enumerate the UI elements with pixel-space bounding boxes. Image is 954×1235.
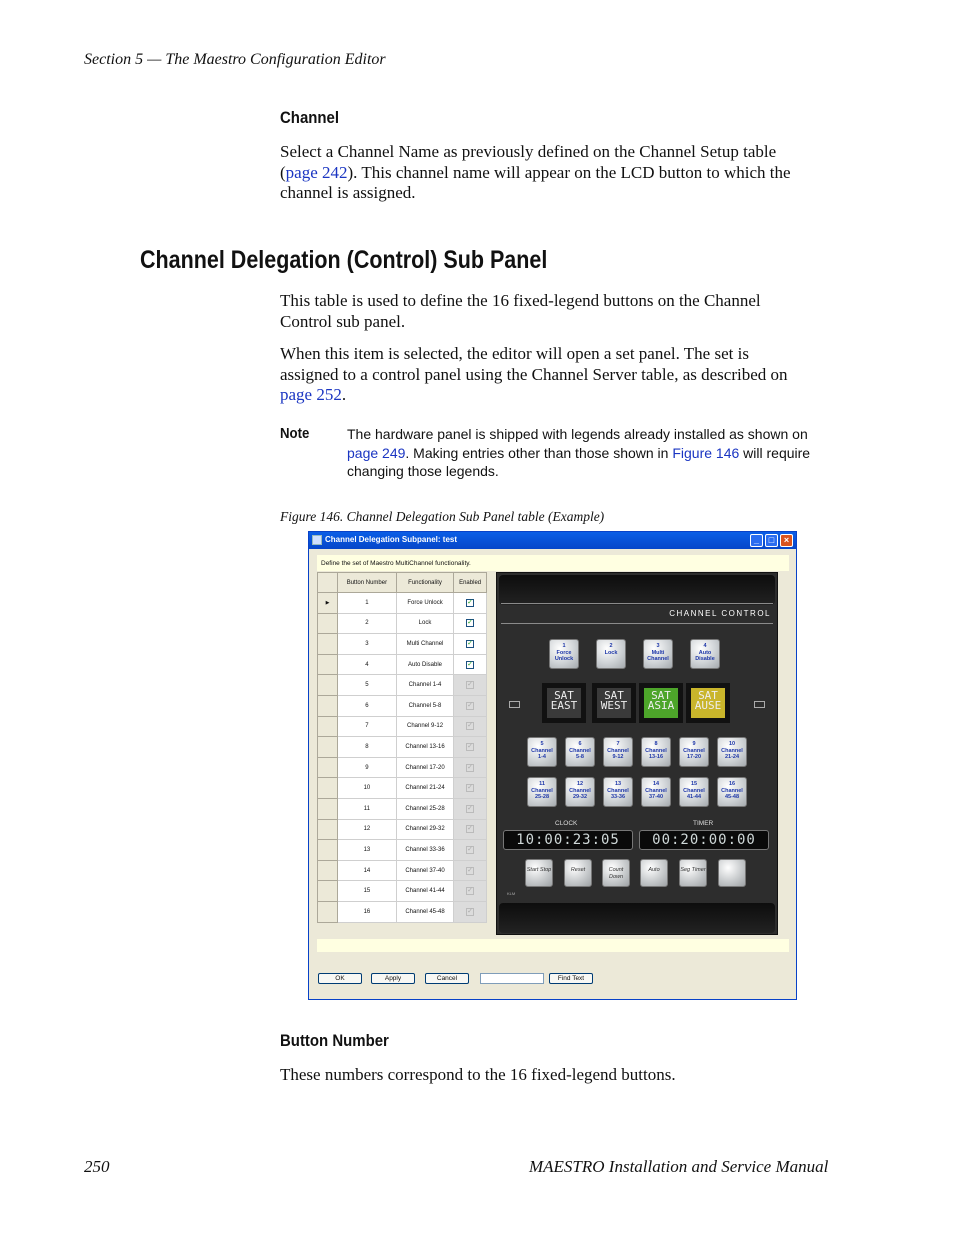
cell-button-number[interactable]: 2: [338, 613, 397, 634]
cell-button-number[interactable]: 5: [338, 675, 397, 696]
cell-enabled[interactable]: [454, 613, 487, 634]
fixed-button-2[interactable]: [596, 639, 626, 669]
note-line-2: [347, 444, 827, 463]
cell-enabled[interactable]: [454, 819, 487, 840]
link-page-249[interactable]: page 249: [347, 444, 406, 461]
table-row[interactable]: [318, 634, 487, 655]
cell-enabled[interactable]: [454, 675, 487, 696]
cancel-button[interactable]: Cancel: [425, 973, 469, 984]
channel-paragraph: [280, 142, 850, 204]
fixed-button-5[interactable]: [527, 737, 557, 767]
row-selector[interactable]: [318, 634, 338, 655]
fixed-button-4-label: Auto Disable: [695, 649, 715, 662]
timer-control-button[interactable]: Seg Timer: [679, 859, 707, 887]
row-selector[interactable]: [318, 675, 338, 696]
enabled-checkbox: ✓: [467, 722, 474, 730]
fixed-button-8[interactable]: [641, 737, 671, 767]
table-row[interactable]: [318, 716, 487, 737]
subpanel-window: [308, 531, 797, 1000]
cell-button-number[interactable]: 4: [338, 654, 397, 675]
fixed-button-15-number: 15: [690, 781, 698, 787]
clock-label: CLOCK: [555, 820, 578, 827]
channel-control-panel: [496, 572, 778, 935]
table-row[interactable]: [318, 778, 487, 799]
cell-button-number[interactable]: 1: [338, 593, 397, 614]
row-selector[interactable]: [318, 654, 338, 675]
cell-functionality[interactable]: Channel 17-20: [396, 757, 453, 778]
cell-functionality[interactable]: Channel 9-12: [396, 716, 453, 737]
section-p2-line-2: assigned to a control panel using the Channel Server table, as described on: [280, 364, 788, 384]
table-row[interactable]: [318, 819, 487, 840]
enabled-checkbox[interactable]: ✓: [467, 660, 474, 668]
lcd-legend: SAT EAST: [547, 688, 581, 718]
enabled-checkbox: ✓: [467, 784, 474, 792]
cell-enabled[interactable]: [454, 860, 487, 881]
row-selector[interactable]: [318, 613, 338, 634]
channel-line-2: [280, 163, 850, 184]
fixed-button-16-number: 16: [728, 781, 736, 787]
status-area: [317, 939, 789, 952]
enabled-checkbox[interactable]: ✓: [467, 598, 474, 606]
section-paragraph-2: [280, 344, 850, 406]
minimize-icon[interactable]: _: [750, 534, 763, 547]
figure-caption: Figure 146. Channel Delegation Sub Panel table (Example): [280, 509, 605, 524]
cell-functionality[interactable]: Channel 29-32: [396, 819, 453, 840]
cell-functionality[interactable]: Channel 1-4: [396, 675, 453, 696]
ok-button[interactable]: OK: [318, 973, 362, 984]
cell-button-number[interactable]: 6: [338, 695, 397, 716]
note-line-2-mid: . Making entries other than those shown in: [405, 444, 673, 461]
lcd-legend: SAT WEST: [597, 688, 631, 718]
cell-functionality[interactable]: Auto Disable: [396, 654, 453, 675]
fixed-button-14-number: 14: [652, 781, 660, 787]
app-icon: [312, 535, 322, 545]
fixed-button-11-number: 11: [539, 781, 545, 787]
fixed-button-6-number: 6: [578, 741, 582, 747]
cell-button-number[interactable]: 10: [338, 778, 397, 799]
enabled-checkbox: ✓: [467, 825, 474, 833]
fixed-button-3-label: Multi Channel: [647, 649, 669, 662]
timer-control-button[interactable]: Reset: [564, 859, 592, 887]
cell-enabled[interactable]: [454, 593, 487, 614]
cell-button-number[interactable]: 13: [338, 840, 397, 861]
table-row[interactable]: [318, 695, 487, 716]
timer-display: 00:20:00:00: [639, 830, 769, 850]
fixed-button-8-number: 8: [654, 741, 658, 747]
cell-button-number[interactable]: 3: [338, 634, 397, 655]
running-header: Section 5 — The Maestro Configuration Editor: [84, 51, 386, 68]
cell-enabled[interactable]: [454, 798, 487, 819]
channel-line-2-rest: ). This channel name will appear on the LCD button to which the: [347, 162, 791, 182]
fixed-button-9-number: 9: [692, 741, 696, 747]
link-page-242[interactable]: page 242: [285, 162, 348, 182]
fixed-button-10-number: 10: [728, 741, 736, 747]
fixed-button-16-label: Channel 45-48: [721, 787, 743, 800]
heading-channel: Channel: [280, 108, 340, 127]
section-p1-line-1: This table is used to define the 16 fixed-legend buttons on the Channel: [280, 291, 761, 310]
cell-enabled[interactable]: [454, 881, 487, 902]
note-text: [347, 425, 827, 481]
link-page-252[interactable]: page 252: [280, 385, 342, 404]
enabled-checkbox: ✓: [467, 887, 474, 895]
fixed-button-1-number: 1: [562, 643, 566, 649]
window-title: Channel Delegation Subpanel: test: [325, 535, 458, 544]
heading-button-number: Button Number: [280, 1031, 389, 1050]
section-p2-end: .: [341, 385, 347, 404]
fixed-button-15[interactable]: [679, 777, 709, 807]
window-description: Define the set of Maestro MultiChannel functionality.: [317, 555, 789, 571]
fixed-button-1-label: Force Unlock: [554, 649, 574, 662]
fixed-button-14[interactable]: [641, 777, 671, 807]
table-row[interactable]: [318, 798, 487, 819]
fixed-button-10-label: Channel 21-24: [721, 747, 743, 760]
enabled-checkbox: ✓: [467, 804, 474, 812]
brand-mark: KLM: [507, 891, 516, 896]
apply-button[interactable]: Apply: [371, 973, 415, 984]
fixed-button-3-number: 3: [656, 643, 660, 649]
row-header-corner: [318, 573, 338, 593]
cell-button-number[interactable]: 14: [338, 860, 397, 881]
fixed-button-11[interactable]: [527, 777, 557, 807]
cell-functionality[interactable]: Lock: [396, 613, 453, 634]
enabled-checkbox: ✓: [467, 907, 474, 915]
fixed-button-11-label: Channel 25-28: [531, 787, 553, 800]
fixed-button-9[interactable]: [679, 737, 709, 767]
fixed-button-2-label: Lock: [604, 649, 618, 656]
timer-control-button[interactable]: Start Stop: [525, 859, 553, 887]
fixed-button-14-label: Channel 37-40: [645, 787, 667, 800]
cell-functionality[interactable]: Channel 45-48: [396, 901, 453, 922]
fixed-button-10[interactable]: [717, 737, 747, 767]
table-row[interactable]: [318, 675, 487, 696]
fixed-button-15-label: Channel 41-44: [683, 787, 705, 800]
timer-control-button[interactable]: Count Down: [602, 859, 630, 887]
table-row[interactable]: [318, 881, 487, 902]
close-icon[interactable]: ×: [780, 534, 793, 547]
clock-display: 10:00:23:05: [503, 830, 633, 850]
cell-enabled[interactable]: [454, 716, 487, 737]
fixed-button-5-number: 5: [540, 741, 544, 747]
row-selector[interactable]: [318, 881, 338, 902]
table-row[interactable]: [318, 860, 487, 881]
fixed-button-13[interactable]: [603, 777, 633, 807]
row-selector[interactable]: [318, 778, 338, 799]
fixed-button-6-label: Channel 5-8: [569, 747, 591, 760]
table-row[interactable]: [318, 654, 487, 675]
fixed-button-6[interactable]: [565, 737, 595, 767]
channel-paren: (: [280, 162, 286, 182]
col-header-button-number[interactable]: Button Number: [338, 573, 397, 593]
table-row[interactable]: [318, 840, 487, 861]
table-row[interactable]: [318, 613, 487, 634]
table-row[interactable]: [318, 737, 487, 758]
cell-functionality[interactable]: Channel 5-8: [396, 695, 453, 716]
row-selector-arrow-icon[interactable]: ▶: [318, 593, 338, 614]
fixed-button-12-label: Channel 29-32: [569, 787, 591, 800]
cell-functionality[interactable]: Channel 13-16: [396, 737, 453, 758]
fixed-button-8-label: Channel 13-16: [645, 747, 667, 760]
col-header-functionality[interactable]: Functionality: [396, 573, 453, 593]
fixed-button-12[interactable]: [565, 777, 595, 807]
fixed-button-16[interactable]: [717, 777, 747, 807]
enabled-checkbox[interactable]: ✓: [467, 619, 474, 627]
note-label: Note: [280, 425, 310, 442]
channel-line-1: Select a Channel Name as previously defined on the Channel Setup table: [280, 142, 777, 161]
enabled-checkbox: ✓: [467, 866, 474, 874]
cell-button-number[interactable]: 11: [338, 798, 397, 819]
lcd-legend: SAT AUSE: [691, 688, 725, 718]
enabled-checkbox[interactable]: ✓: [467, 639, 474, 647]
table-row[interactable]: [318, 757, 487, 778]
section-p1-line-2: Control sub panel.: [280, 311, 406, 331]
enabled-checkbox: ✓: [467, 701, 474, 709]
note-line-1: The hardware panel is shipped with legends already installed as shown on: [347, 426, 808, 442]
lcd-button[interactable]: [542, 683, 586, 723]
lcd-button[interactable]: [592, 683, 636, 723]
enabled-checkbox: ✓: [467, 763, 474, 771]
button-number-text: These numbers correspond to the 16 fixed-legend buttons.: [280, 1065, 676, 1084]
cell-enabled[interactable]: [454, 840, 487, 861]
left-arrow-icon[interactable]: [509, 701, 520, 708]
find-text-button[interactable]: Find Text: [549, 973, 593, 984]
cell-enabled[interactable]: [454, 757, 487, 778]
fixed-button-13-number: 13: [614, 781, 622, 787]
fixed-button-7-label: Channel 9-12: [607, 747, 629, 760]
cell-enabled[interactable]: [454, 737, 487, 758]
note-line-2-end: will require: [739, 444, 811, 461]
panel-divider-top: [501, 603, 773, 604]
panel-title: CHANNEL CONTROL: [669, 609, 771, 618]
cell-functionality[interactable]: Channel 21-24: [396, 778, 453, 799]
panel-top-strip: [499, 575, 775, 605]
cell-button-number[interactable]: 15: [338, 881, 397, 902]
enabled-checkbox: ✓: [467, 742, 474, 750]
lcd-legend: SAT ASIA: [644, 688, 678, 718]
cell-button-number[interactable]: 8: [338, 737, 397, 758]
section-p2-line-1: When this item is selected, the editor will open a set panel. The set is: [280, 344, 749, 363]
col-header-enabled[interactable]: Enabled: [454, 573, 487, 593]
row-selector[interactable]: [318, 716, 338, 737]
fixed-button-4-number: 4: [703, 643, 707, 649]
manual-title: MAESTRO Installation and Service Manual: [529, 1157, 829, 1176]
cell-enabled[interactable]: [454, 634, 487, 655]
lcd-button[interactable]: [639, 683, 683, 723]
cell-functionality[interactable]: Multi Channel: [396, 634, 453, 655]
enabled-checkbox: ✓: [467, 681, 474, 689]
cell-functionality[interactable]: Channel 41-44: [396, 881, 453, 902]
row-selector[interactable]: [318, 757, 338, 778]
cell-button-number[interactable]: 12: [338, 819, 397, 840]
cell-enabled[interactable]: [454, 901, 487, 922]
link-figure-146[interactable]: Figure 146: [672, 444, 740, 461]
row-selector[interactable]: [318, 695, 338, 716]
window-titlebar[interactable]: [309, 532, 796, 549]
enabled-checkbox: ✓: [467, 845, 474, 853]
fixed-button-1[interactable]: [549, 639, 579, 669]
cell-button-number[interactable]: 9: [338, 757, 397, 778]
row-selector[interactable]: [318, 737, 338, 758]
cell-enabled[interactable]: [454, 654, 487, 675]
section-title: Channel Delegation (Control) Sub Panel: [140, 246, 548, 274]
fixed-button-12-number: 12: [576, 781, 584, 787]
cell-button-number[interactable]: 7: [338, 716, 397, 737]
panel-divider-title: [501, 623, 773, 624]
table-row[interactable]: [318, 901, 487, 922]
fixed-button-2-number: 2: [609, 643, 613, 649]
cell-functionality[interactable]: Force Unlock: [396, 593, 453, 614]
panel-bottom-strip: [499, 903, 775, 933]
cell-button-number[interactable]: 16: [338, 901, 397, 922]
maximize-icon[interactable]: □: [765, 534, 778, 547]
delegation-table: [317, 572, 487, 923]
fixed-button-7-number: 7: [616, 741, 620, 747]
cell-enabled[interactable]: [454, 778, 487, 799]
right-arrow-icon[interactable]: [754, 701, 765, 708]
timer-control-button[interactable]: [718, 859, 746, 887]
channel-line-3: channel is assigned.: [280, 183, 416, 202]
cell-functionality[interactable]: Channel 33-36: [396, 840, 453, 861]
page-number: 250: [84, 1157, 110, 1176]
timer-label: TIMER: [693, 820, 714, 827]
cell-functionality[interactable]: Channel 37-40: [396, 860, 453, 881]
timer-control-button[interactable]: Auto: [640, 859, 668, 887]
fixed-button-4[interactable]: [690, 639, 720, 669]
fixed-button-9-label: Channel 17-20: [683, 747, 705, 760]
lcd-button[interactable]: [686, 683, 730, 723]
fixed-button-7[interactable]: [603, 737, 633, 767]
note-line-3: changing those legends.: [347, 463, 499, 479]
section-p2-line-3: [280, 385, 850, 406]
section-paragraph-1: [280, 291, 850, 332]
row-selector[interactable]: [318, 901, 338, 922]
fixed-button-3[interactable]: [643, 639, 673, 669]
cell-enabled[interactable]: [454, 695, 487, 716]
row-selector[interactable]: [318, 840, 338, 861]
row-selector[interactable]: [318, 819, 338, 840]
fixed-button-5-label: Channel 1-4: [531, 747, 553, 760]
table-row[interactable]: [318, 593, 487, 614]
fixed-button-13-label: Channel 33-36: [607, 787, 629, 800]
find-text-input[interactable]: [480, 973, 544, 984]
cell-functionality[interactable]: Channel 25-28: [396, 798, 453, 819]
row-selector[interactable]: [318, 860, 338, 881]
row-selector[interactable]: [318, 798, 338, 819]
